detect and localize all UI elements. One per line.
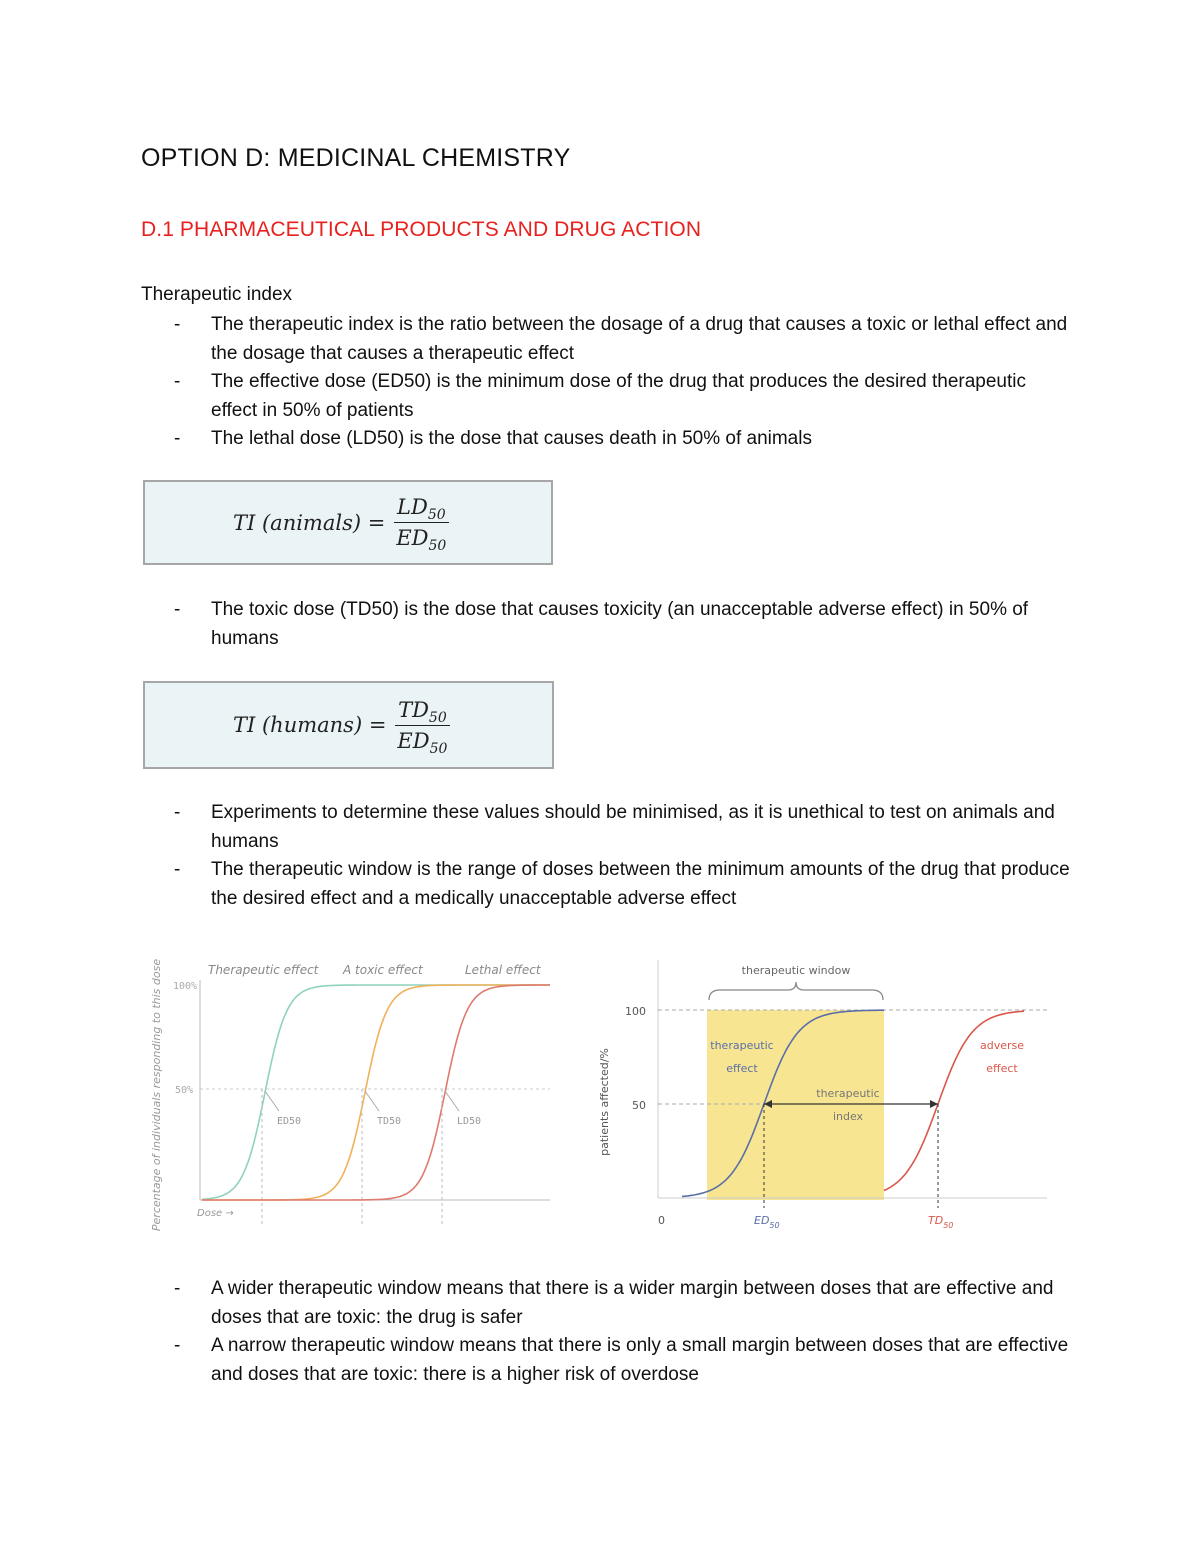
y-axis-label: patients affected/% xyxy=(598,1048,611,1156)
list-item xyxy=(141,1275,1071,1332)
series-label: therapeutic xyxy=(710,1039,774,1052)
index-label-line2: index xyxy=(832,1110,864,1123)
bullet-dash: - xyxy=(174,371,181,392)
y-tick-label: 50% xyxy=(175,1085,194,1096)
bullet-text: The toxic dose (TD50) is the dose that causes toxicity (an unacceptable adverse effect) in 50% of humans xyxy=(211,599,1029,649)
marker-label: TD50 xyxy=(377,1116,402,1127)
bullet-list-c xyxy=(141,799,1071,913)
series-label: adverse xyxy=(979,1039,1025,1052)
numerator-subscript: 50 xyxy=(427,507,446,523)
denominator-subscript: 50 xyxy=(428,538,447,554)
denominator-symbol: ED xyxy=(397,728,430,753)
denominator-symbol: ED xyxy=(396,526,429,550)
section-heading: D.1 PHARMACEUTICAL PRODUCTS AND DRUG ACTION xyxy=(141,218,702,241)
list-item xyxy=(141,368,1071,425)
formula-lhs: TI (animals) = xyxy=(233,510,386,535)
fraction-numerator xyxy=(394,495,449,523)
list-item xyxy=(141,425,1071,454)
series-label: effect xyxy=(986,1062,1018,1075)
curve-ed50 xyxy=(202,985,550,1199)
numerator-symbol: TD xyxy=(398,697,429,722)
window-label: therapeutic window xyxy=(741,964,851,977)
formula-box-animals xyxy=(143,480,553,565)
bullet-dash: - xyxy=(174,859,181,880)
bullet-dash: - xyxy=(174,599,181,620)
y-tick-label: 50 xyxy=(632,1099,646,1112)
window-brace xyxy=(709,982,883,1000)
series-title: Therapeutic effect xyxy=(208,963,319,977)
bullet-dash: - xyxy=(174,802,181,823)
x-marker-label: $ED_{50}$ xyxy=(754,1214,780,1230)
formula-box-humans xyxy=(143,681,554,769)
bullet-dash: - xyxy=(174,1278,181,1299)
bullet-list-b xyxy=(141,596,1071,653)
subheading: Therapeutic index xyxy=(141,284,293,305)
bullet-text: Experiments to determine these values should be minimised, as it is unethical to test on animals and humans xyxy=(211,802,1055,852)
bullet-text: The lethal dose (LD50) is the dose that causes death in 50% of animals xyxy=(211,428,812,449)
x-marker-label: $TD_{50}$ xyxy=(928,1214,954,1230)
bullet-list-a xyxy=(141,311,1071,454)
fraction xyxy=(394,697,450,757)
y-tick-label: 100% xyxy=(173,981,198,992)
curve-ld50 xyxy=(202,985,550,1200)
numerator-subscript: 50 xyxy=(428,709,447,726)
y-axis-label: Percentage of individuals responding to this dose xyxy=(150,958,163,1232)
marker-label: LD50 xyxy=(457,1116,482,1127)
list-item xyxy=(141,799,1071,856)
marker-pointer xyxy=(445,1091,459,1111)
bullet-text: A wider therapeutic window means that there is a wider margin between doses that are effective and doses that are toxic: the drug is safer xyxy=(211,1278,1054,1328)
series-title: Lethal effect xyxy=(465,963,541,977)
formula-humans xyxy=(233,683,450,767)
therapeutic-window-chart xyxy=(592,952,1062,1237)
x-tick-origin: 0 xyxy=(658,1214,665,1227)
curve-td50 xyxy=(202,985,550,1200)
bullet-text: The therapeutic window is the range of doses between the minimum amounts of the drug that produce the desired effect and a medically unacceptable adverse effect xyxy=(211,859,1070,909)
bullet-text: The therapeutic index is the ratio between the dosage of a drug that causes a toxic or lethal effect and the dosage that causes a therapeutic effect xyxy=(211,314,1068,364)
series-label: effect xyxy=(726,1062,758,1075)
list-item xyxy=(141,311,1071,368)
fraction-denominator xyxy=(394,726,450,757)
numerator-symbol: LD xyxy=(397,495,428,519)
bullet-text: The effective dose (ED50) is the minimum dose of the drug that produces the desired therapeutic effect in 50% of patients xyxy=(211,371,1026,421)
list-item xyxy=(141,596,1071,653)
dose-response-chart xyxy=(140,945,560,1240)
bullet-dash: - xyxy=(174,428,181,449)
list-item xyxy=(141,1332,1071,1389)
marker-label: ED50 xyxy=(277,1116,302,1127)
bullet-text: A narrow therapeutic window means that there is only a small margin between doses that are effective and doses that are toxic: there is a higher risk of overdose xyxy=(211,1335,1069,1385)
x-axis-label: Dose → xyxy=(197,1208,234,1219)
marker-pointer xyxy=(365,1091,379,1111)
fraction-denominator xyxy=(393,523,449,554)
page-title: OPTION D: MEDICINAL CHEMISTRY xyxy=(141,144,571,172)
formula-animals xyxy=(233,482,449,563)
series-title: A toxic effect xyxy=(343,963,423,977)
fraction xyxy=(393,495,449,554)
index-label-line1: therapeutic xyxy=(816,1087,880,1100)
marker-pointer xyxy=(265,1091,279,1111)
fraction-numerator xyxy=(395,698,450,726)
bullet-list-d xyxy=(141,1275,1071,1389)
bullet-dash: - xyxy=(174,314,181,335)
denominator-subscript: 50 xyxy=(429,740,448,757)
formula-lhs: TI (humans) = xyxy=(233,713,387,737)
y-tick-label: 100 xyxy=(625,1005,646,1018)
list-item xyxy=(141,856,1071,913)
bullet-dash: - xyxy=(174,1335,181,1356)
